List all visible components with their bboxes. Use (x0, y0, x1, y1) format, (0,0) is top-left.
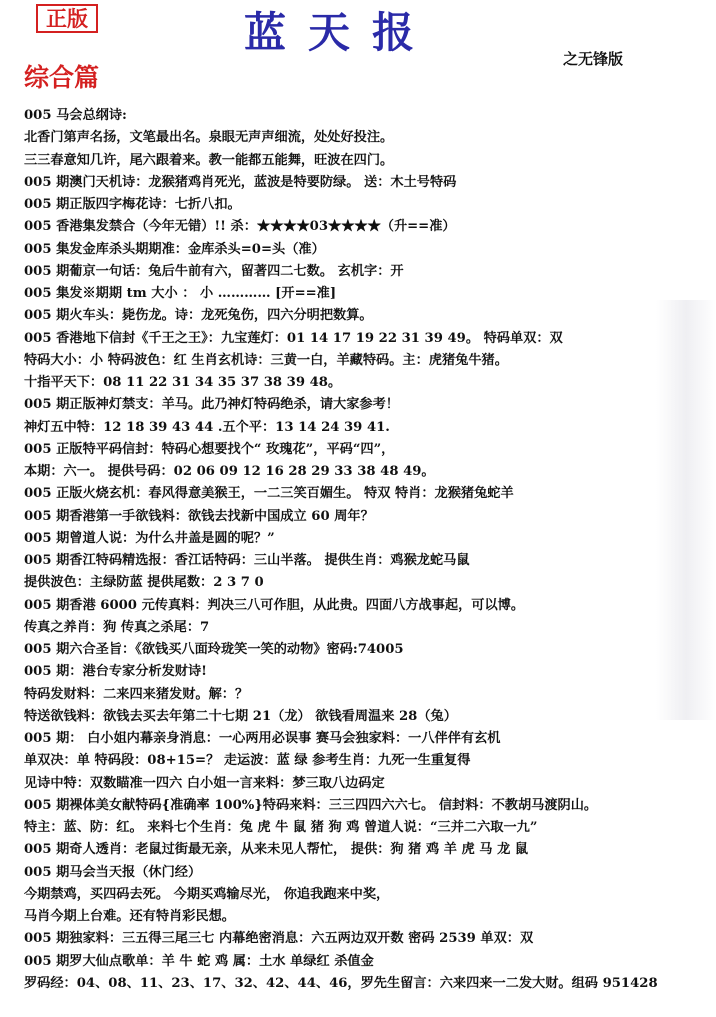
text-line: 罗码经：04、08、11、23、17、32、42、44、46，罗先生留言：六来四来一二发大财。组码 951428 (24, 975, 658, 991)
text-line: 十指平天下：08 11 22 31 34 35 37 38 39 48。 (24, 375, 342, 390)
section-heading: 综合篇 (24, 63, 100, 92)
text-line: 005 期奇人透肖：老鼠过街最无亲，从来未见人帮忙， 提供：狗 猪 鸡 羊 虎 马 龙 鼠 (24, 842, 529, 858)
text-line: 005 香港集发禁合（今年无错）!! 杀：★★★★03★★★★（升==准） (24, 219, 456, 235)
text-line: 提供波色：主绿防蓝 提供尾数：2 3 7 0 (24, 575, 264, 591)
text-line: 005 香港地下信封《千王之王》：九宝莲灯：01 14 17 19 22 31 39 49。 特码单双：双 (24, 330, 563, 346)
text-line: 005 期马会当天报（休门经） (24, 864, 202, 880)
text-line: 005 期葡京一句话：兔后牛前有六，留著四二七数。 玄机字：开 (24, 263, 404, 279)
text-line: 005 期六合圣旨：《欲钱买八面玲珑笑一笑的动物》密码:74005 (24, 642, 404, 657)
text-line: 北香门第声名扬，文笔最出名。泉眼无声声细流，处处好投注。 (24, 130, 394, 146)
text-line: 005 期罗大仙点歌单：羊 牛 蛇 鸡 属：土水 单绿红 杀值金 (24, 953, 374, 969)
text-line: 005 期香港第一手欲钱料：欲钱去找新中国成立 60 周年？ (24, 508, 374, 524)
text-line: 005 期曾道人说：为什么井盖是圆的呢？” (24, 530, 275, 546)
text-line: 神灯五中特：12 18 39 43 44 .五个平：13 14 24 39 41. (24, 419, 390, 435)
text-line: 005 正版火烧玄机：春风得意美猴王，一二三笑百媚生。 特双 特肖：龙猴猪兔蛇羊 (24, 486, 514, 502)
text-line: 005 正版特平码信封：特码心想要找个“ 玫瑰花”，平码“四”， (24, 441, 395, 457)
text-line: 三三春意知几许，尾六跟着来。教一能都五能舞，旺波在四门。 (24, 152, 394, 168)
text-line: 005 期香江特码精选报：香江话特码：三山半落。 提供生肖：鸡猴龙蛇马鼠 (24, 553, 470, 568)
text-line: 特码大小：小 特码波色：红 生肖玄机诗：三黄一白，羊藏特码。主：虎猪兔牛猪。 (24, 352, 508, 368)
text-line: 005 集发金库杀头期期准：金库杀头=0=头（准） (24, 241, 325, 257)
article-body (24, 105, 704, 995)
text-line: 马肖今期上台难。还有特肖彩民想。 (24, 909, 235, 924)
text-line: 今期禁鸡，买四码去死。 今期买鸡输尽光， 你追我跑来中奖， (24, 886, 390, 902)
text-line: 005 期：港台专家分析发财诗! (24, 664, 207, 680)
text-line: 特送欲钱料：欲钱去买去年第二十七期 21（龙） 欲钱看周温来 28（兔） (24, 708, 457, 724)
text-line: 005 期香港 6000 元传真料：判决三八可作胆，从此贵。四面八方战事起，可以博。 (24, 597, 525, 613)
edition-label: 之无锋版 (563, 50, 624, 68)
text-line: 特码发财料：二来四来猪发财。解：？ (24, 686, 249, 702)
text-line: 005 期正版四字梅花诗：七折八扣。 (24, 197, 241, 212)
newspaper-title: 蓝天报 (243, 8, 436, 57)
text-line: 005 期火车头：毙伤龙。诗：龙死兔伤，四六分明把数算。 (24, 308, 373, 324)
text-line: 005 集发※期期 tm 大小 ： 小 ………… [开==准] (24, 286, 337, 301)
text-line: 见诗中特：双数瞄准一四六 白小姐一言来料：梦三取八边码定 (24, 775, 385, 791)
text-line: 本期：六一。 提供号码：02 06 09 12 16 28 29 33 38 48 49。 (24, 464, 435, 479)
edition-badge: 正版 (36, 4, 98, 33)
text-line: 005 期独家料：三五得三尾三七 内幕绝密消息：六五两边双开数 密码 2539 单双：双 (24, 931, 534, 947)
text-line: 005 期正版神灯禁支：羊马。此乃神灯特码绝杀，请大家参考！ (24, 397, 399, 413)
text-line: 005 马会总纲诗: (24, 108, 127, 123)
text-line: 特主：蓝、防：红。 来料七个生肖：兔 虎 牛 鼠 猪 狗 鸡 曾道人说：“三并二六取一九” (24, 820, 538, 835)
text-line: 005 期裸体美女献特码{准确率 100%}特码来料：三三四四六六七。 信封料：不教胡马渡阴山。 (24, 797, 598, 813)
text-line: 005 期： 白小姐内幕亲身消息：一心两用必误事 赛马会独家料：一八伴伴有玄机 (24, 731, 501, 746)
text-line: 单双决：单 特码段：08+15=？ 走运波：蓝 绿 参考生肖：九死一生重复得 (24, 753, 471, 769)
text-line: 传真之养肖：狗 传真之杀尾：7 (24, 619, 210, 635)
text-line: 005 期澳门天机诗：龙猴猪鸡肖死光，蓝波是特要防绿。 送：木土号特码 (24, 174, 457, 190)
